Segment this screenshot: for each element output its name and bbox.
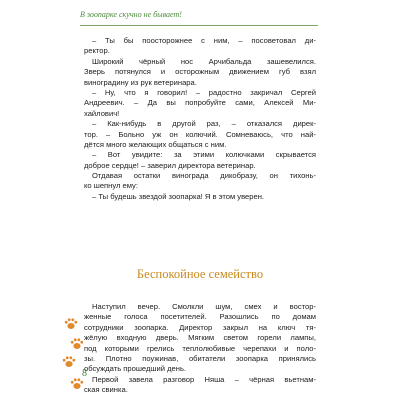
text-line: – Ты бы поосторожнее с ним, – посоветовал ди- <box>92 36 316 45</box>
text-line: под которыми грелись теплолюбивые черепахи и поло- <box>84 343 316 353</box>
body-text-lower <box>84 302 316 396</box>
text-line: – Как-нибудь в другой раз, – отказался дирек- <box>92 119 316 129</box>
text-line: доброе сердце! – заверил директора ветеринар. <box>84 160 256 170</box>
text-line: сотрудники зоопарка. Директор закрыл на ключ тя- <box>84 322 316 332</box>
text-line: Отдавая остатки винограда дикобразу, он тихонь- <box>92 171 316 181</box>
text-line: Зверь потянулся и осторожным движением губ взял <box>84 67 316 77</box>
body-text-upper <box>84 36 316 202</box>
text-line: ко шепнул ему: <box>84 181 138 191</box>
section-title: Беспокойное семейство <box>136 267 264 281</box>
text-line: ректор. <box>84 46 110 56</box>
text-line: Первой завела разговор Няша – чёрная вьетнам- <box>92 374 316 384</box>
text-line: обсуждать прошедший день. <box>84 364 187 374</box>
text-line: ская свинка. <box>84 385 128 395</box>
text-line: – Ты будешь звездой зоопарка! Я в этом уверен. <box>92 191 264 201</box>
paw-print-icon <box>62 356 76 368</box>
text-line: Андреевич. – Да вы попробуйте сами, Алексей Ми- <box>84 98 316 108</box>
text-line: дётся много желающих общаться с ним. <box>84 139 227 149</box>
paw-print-icon <box>70 378 84 390</box>
text-line: тор. – Больно уж он колючий. Сомневаюсь, что най- <box>84 129 316 139</box>
text-line: зы. Плотно поужинав, обитатели зоопарка принялись <box>84 353 316 363</box>
text-line: – Вот увидите: за этими колючками скрывается <box>92 150 316 160</box>
text-line: жёлую входную дверь. Мягким светом горели лампы, <box>84 333 316 343</box>
text-line: виноградину из рук ветеринара. <box>84 77 197 87</box>
text-line: женные голоса посетителей. Разошлись по домам <box>84 312 316 322</box>
text-line: Широкий чёрный нос Арчибальда зашевелился. <box>92 56 316 66</box>
text-line: Наступил вечер. Смолкли шум, смех и востор- <box>92 302 316 311</box>
text-line: – Ну, что я говорил! – радостно закричал Сергей <box>92 87 316 97</box>
paw-print-icon <box>64 318 78 330</box>
page-number: 8 <box>82 368 87 379</box>
paw-print-icon <box>70 338 84 350</box>
text-line: хайлович! <box>84 108 120 118</box>
running-head: В зоопарке скучно не бывает! <box>80 9 318 26</box>
